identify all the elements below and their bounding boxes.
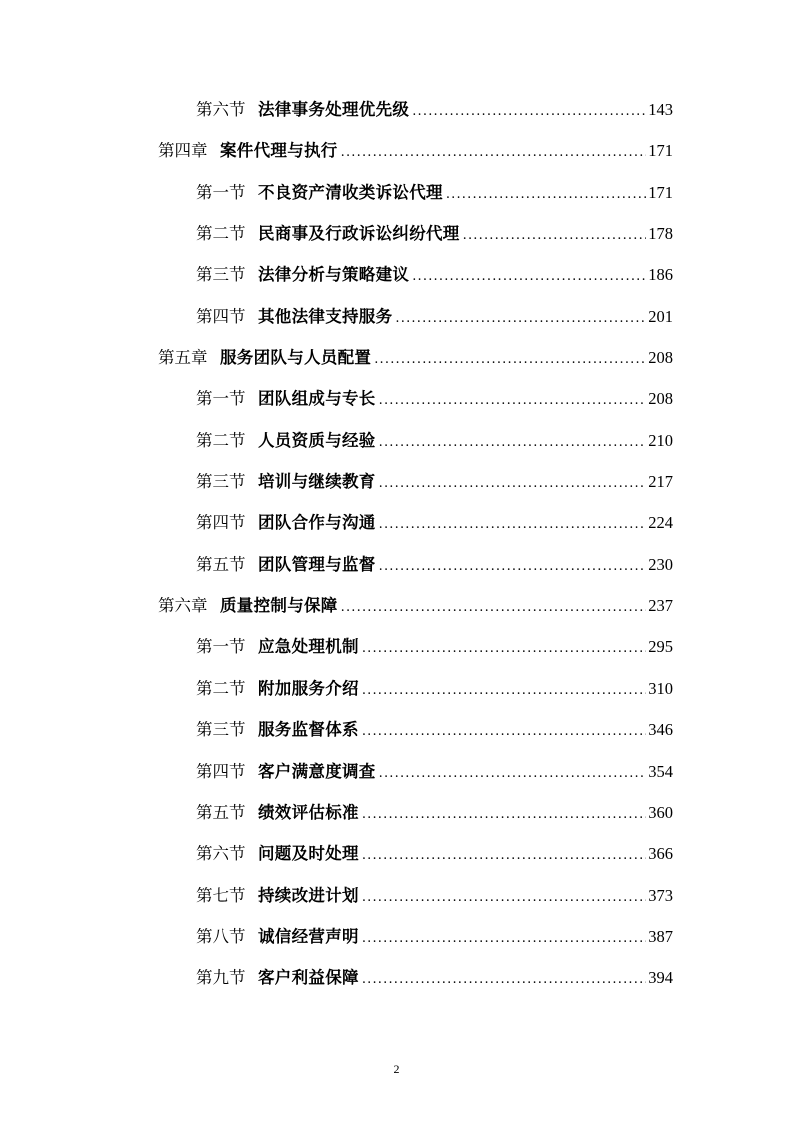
toc-entry-number: 第四节 bbox=[196, 306, 246, 326]
toc-entry-section[interactable] bbox=[0, 792, 793, 833]
toc-entry-section[interactable] bbox=[0, 751, 793, 792]
toc-entry-chapter[interactable] bbox=[0, 130, 793, 171]
toc-entry-section[interactable] bbox=[0, 172, 793, 213]
toc-entry-number: 第三节 bbox=[196, 472, 246, 492]
toc-entry-number: 第四章 bbox=[158, 141, 208, 161]
toc-entry-title: 团队组成与专长 bbox=[258, 389, 376, 409]
toc-entry-chapter[interactable] bbox=[0, 337, 793, 378]
toc-entry-number: 第四节 bbox=[196, 761, 246, 781]
toc-entry-title: 服务团队与人员配置 bbox=[220, 348, 372, 368]
toc-entry-section[interactable] bbox=[0, 378, 793, 419]
toc-entry-number: 第一节 bbox=[196, 182, 246, 202]
toc-leader-dots bbox=[362, 794, 646, 835]
toc-leader-dots bbox=[341, 132, 647, 173]
toc-leader-dots bbox=[379, 463, 647, 504]
toc-entry-title: 应急处理机制 bbox=[258, 637, 359, 657]
toc-entry-title: 客户满意度调查 bbox=[258, 761, 376, 781]
toc-leader-dots bbox=[362, 628, 646, 669]
toc-entry-title: 附加服务介绍 bbox=[258, 678, 359, 698]
toc-entry-title: 客户利益保障 bbox=[258, 968, 359, 988]
toc-entry-section[interactable] bbox=[0, 668, 793, 709]
toc-entry-title: 服务监督体系 bbox=[258, 720, 359, 740]
toc-entry-page: 354 bbox=[648, 761, 673, 781]
toc-leader-dots bbox=[374, 339, 646, 380]
toc-entry-page: 360 bbox=[648, 802, 673, 822]
toc-leader-dots bbox=[379, 504, 647, 545]
toc-leader-dots bbox=[362, 711, 646, 752]
toc-entry-section[interactable] bbox=[0, 833, 793, 874]
toc-entry-page: 310 bbox=[648, 678, 673, 698]
toc-entry-number: 第六节 bbox=[196, 100, 246, 119]
toc-leader-dots bbox=[362, 918, 646, 959]
toc-entry-number: 第五章 bbox=[158, 348, 208, 368]
toc-entry-page: 171 bbox=[648, 141, 673, 161]
toc-leader-dots bbox=[379, 546, 647, 587]
toc-entry-page: 208 bbox=[648, 389, 673, 409]
toc-entry-page: 178 bbox=[648, 224, 673, 244]
toc-entry-title: 法律事务处理优先级 bbox=[258, 100, 410, 119]
toc-entry-title: 案件代理与执行 bbox=[220, 141, 338, 161]
toc-entry-title: 持续改进计划 bbox=[258, 885, 359, 905]
toc-entry-number: 第九节 bbox=[196, 968, 246, 988]
toc-leader-dots bbox=[379, 380, 647, 421]
toc-entry-number: 第八节 bbox=[196, 926, 246, 946]
toc-leader-dots bbox=[362, 877, 646, 918]
toc-entry-number: 第六节 bbox=[196, 844, 246, 864]
toc-leader-dots bbox=[463, 215, 647, 256]
toc-leader-dots bbox=[362, 670, 646, 711]
toc-entry-title: 人员资质与经验 bbox=[258, 430, 376, 450]
toc-entry-number: 第二节 bbox=[196, 430, 246, 450]
table-of-contents bbox=[0, 89, 793, 999]
toc-entry-number: 第四节 bbox=[196, 513, 246, 533]
toc-entry-section[interactable] bbox=[0, 213, 793, 254]
toc-entry-number: 第五节 bbox=[196, 802, 246, 822]
toc-entry-page: 217 bbox=[648, 472, 673, 492]
toc-entry-page: 208 bbox=[648, 348, 673, 368]
toc-entry-number: 第三节 bbox=[196, 265, 246, 285]
toc-entry-page: 366 bbox=[648, 844, 673, 864]
toc-leader-dots bbox=[362, 959, 646, 1000]
toc-entry-number: 第六章 bbox=[158, 596, 208, 616]
toc-entry-number: 第七节 bbox=[196, 885, 246, 905]
toc-leader-dots bbox=[379, 422, 647, 463]
toc-entry-number: 第三节 bbox=[196, 720, 246, 740]
toc-entry-number: 第二节 bbox=[196, 224, 246, 244]
toc-entry-title: 绩效评估标准 bbox=[258, 802, 359, 822]
toc-entry-section[interactable] bbox=[0, 626, 793, 667]
toc-leader-dots bbox=[362, 835, 646, 876]
toc-entry-page: 201 bbox=[648, 306, 673, 326]
toc-leader-dots bbox=[395, 298, 646, 339]
toc-leader-dots bbox=[379, 753, 647, 794]
toc-entry-title: 培训与继续教育 bbox=[258, 472, 376, 492]
toc-entry-title: 民商事及行政诉讼纠纷代理 bbox=[258, 224, 460, 244]
toc-entry-section[interactable] bbox=[0, 502, 793, 543]
toc-entry-section[interactable] bbox=[0, 254, 793, 295]
toc-entry-section[interactable] bbox=[0, 916, 793, 957]
toc-entry-number: 第五节 bbox=[196, 554, 246, 574]
toc-entry-title: 团队管理与监督 bbox=[258, 554, 376, 574]
page-number: 2 bbox=[393, 1062, 400, 1076]
toc-entry-page: 186 bbox=[648, 265, 673, 285]
toc-entry-page: 143 bbox=[648, 100, 673, 119]
toc-entry-section[interactable] bbox=[0, 544, 793, 585]
toc-entry-section[interactable] bbox=[0, 89, 793, 130]
toc-entry-title: 诚信经营声明 bbox=[258, 926, 359, 946]
toc-entry-section[interactable] bbox=[0, 875, 793, 916]
toc-entry-section[interactable] bbox=[0, 420, 793, 461]
toc-leader-dots bbox=[341, 587, 647, 628]
toc-entry-page: 387 bbox=[648, 926, 673, 946]
toc-entry-section[interactable] bbox=[0, 709, 793, 750]
toc-entry-page: 237 bbox=[648, 596, 673, 616]
toc-entry-number: 第二节 bbox=[196, 678, 246, 698]
toc-entry-chapter[interactable] bbox=[0, 585, 793, 626]
toc-entry-title: 不良资产清收类诉讼代理 bbox=[258, 182, 443, 202]
toc-entry-page: 295 bbox=[648, 637, 673, 657]
toc-entry-page: 394 bbox=[648, 968, 673, 988]
toc-leader-dots bbox=[412, 91, 646, 132]
toc-entry-title: 团队合作与沟通 bbox=[258, 513, 376, 533]
toc-entry-title: 问题及时处理 bbox=[258, 844, 359, 864]
toc-entry-page: 210 bbox=[648, 430, 673, 450]
toc-entry-page: 346 bbox=[648, 720, 673, 740]
toc-entry-number: 第一节 bbox=[196, 637, 246, 657]
toc-entry-page: 230 bbox=[648, 554, 673, 574]
toc-entry-title: 其他法律支持服务 bbox=[258, 306, 393, 326]
toc-entry-title: 法律分析与策略建议 bbox=[258, 265, 410, 285]
toc-entry-section[interactable] bbox=[0, 296, 793, 337]
toc-entry-page: 171 bbox=[648, 182, 673, 202]
toc-entry-section[interactable] bbox=[0, 957, 793, 998]
toc-leader-dots bbox=[446, 174, 646, 215]
toc-entry-page: 224 bbox=[648, 513, 673, 533]
toc-entry-section[interactable] bbox=[0, 461, 793, 502]
toc-entry-title: 质量控制与保障 bbox=[220, 596, 338, 616]
toc-entry-page: 373 bbox=[648, 885, 673, 905]
toc-leader-dots bbox=[412, 256, 646, 297]
toc-entry-number: 第一节 bbox=[196, 389, 246, 409]
